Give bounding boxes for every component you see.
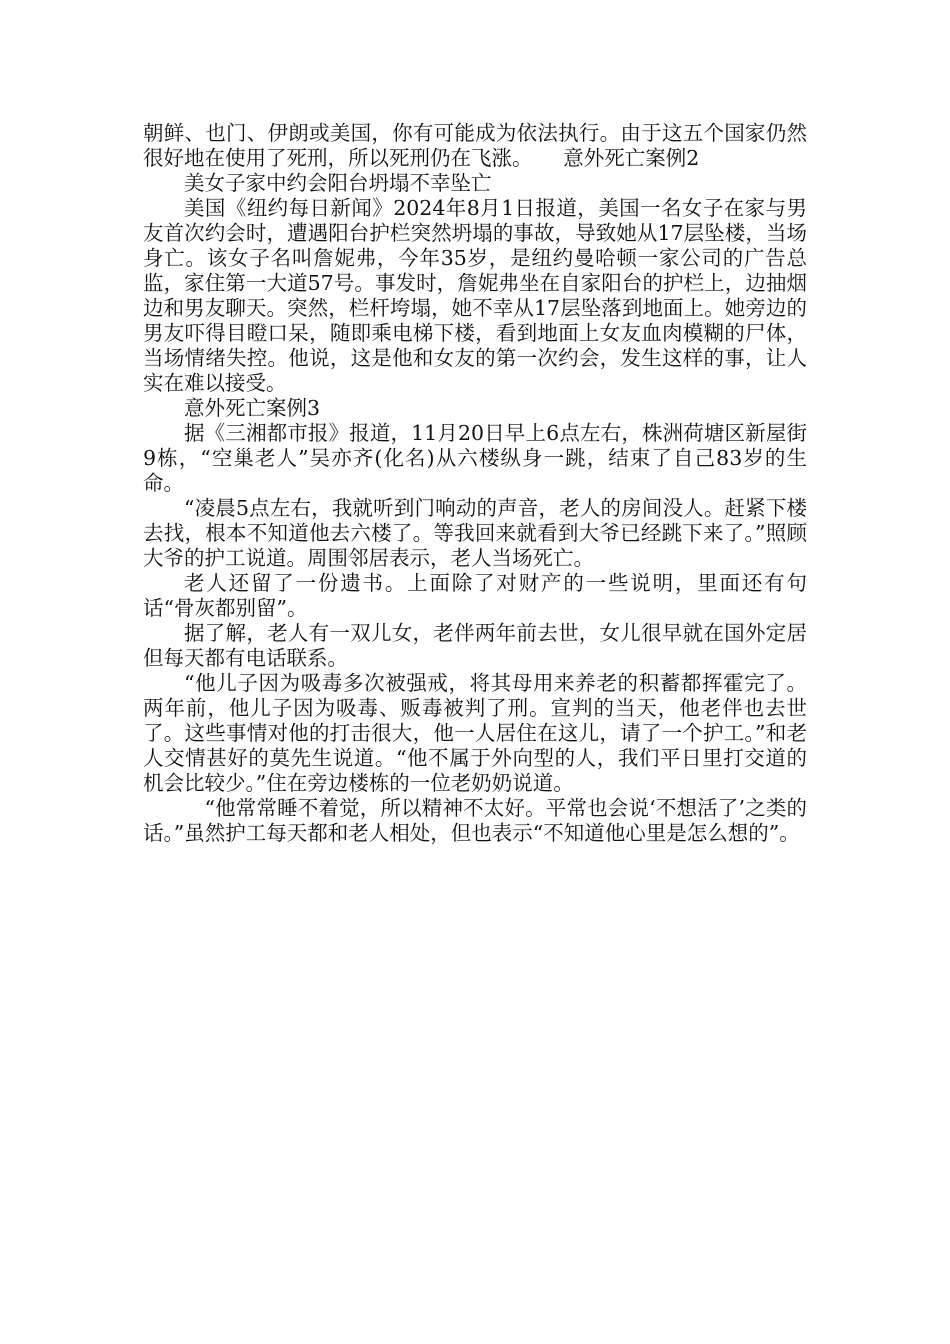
case-3-family: 据了解，老人有一双儿女，老伴两年前去世，女儿很早就在国外定居但每天都有电话联系。 xyxy=(143,621,807,670)
case-3-quote-neighbors: “他儿子因为吸毒多次被强戒，将其母用来养老的积蓄都挥霍完了。两年前，他儿子因为吸毒、贩毒被判了刑。宣判的当天，他老伴也去世了。这些事情对他的打击很大，他一人居住在这儿，请了一个护工。”和老人交情甚好的莫先生说道。“他不属于外向型的人，我们平日里打交道的机会比较少。”住在旁边楼栋的一位老奶奶说道。 xyxy=(143,671,807,795)
case-2-heading: 美女子家中约会阳台坍塌不幸坠亡 xyxy=(184,171,492,195)
case-3-intro: 据《三湘都市报》报道，11月20日早上6点左右，株洲荷塘区新屋街9栋，“空巢老人”吴亦齐(化名)从六楼纵身一跳，结束了自己83岁的生命。 xyxy=(143,421,807,495)
document-body xyxy=(143,121,807,846)
case-3-title: 意外死亡案例3 xyxy=(184,396,321,420)
case-2-body: 美国《纽约每日新闻》2024年8月1日报道，美国一名女子在家与男友首次约会时，遭遇阳台护栏突然坍塌的事故，导致她从17层坠楼，当场身亡。该女子名叫詹妮弗，今年35岁，是纽约曼哈顿一家公司的广告总监，家住第一大道57号。事发时，詹妮弗坐在自家阳台的护栏上，边抽烟边和男友聊天。突然，栏杆垮塌，她不幸从17层坠落到地面上。她旁边的男友吓得目瞪口呆，随即乘电梯下楼，看到地面上女友血肉模糊的尸体，当场情绪失控。他说，这是他和女友的第一次约会，发生这样的事，让人实在难以接受。 xyxy=(143,196,807,395)
paragraph-continued: 朝鲜、也门、伊朗或美国，你有可能成为依法执行。由于这五个国家仍然很好地在使用了死刑，所以死刑仍在飞涨。 意外死亡案例2 xyxy=(143,121,807,170)
case-3-quote-caregiver: “凌晨5点左右，我就听到门响动的声音，老人的房间没人。赶紧下楼去找，根本不知道他去六楼了。等我回来就看到大爷已经跳下来了。”照顾大爷的护工说道。周围邻居表示，老人当场死亡。 xyxy=(143,496,807,570)
case-3-quote-sleep: “他常常睡不着觉，所以精神不太好。平常也会说‘不想活了’之类的话。”虽然护工每天都和老人相处，但也表示“不知道他心里是怎么想的”。 xyxy=(143,796,807,845)
case-3-will: 老人还留了一份遗书。上面除了对财产的一些说明，里面还有句话“骨灰都别留”。 xyxy=(143,571,807,620)
